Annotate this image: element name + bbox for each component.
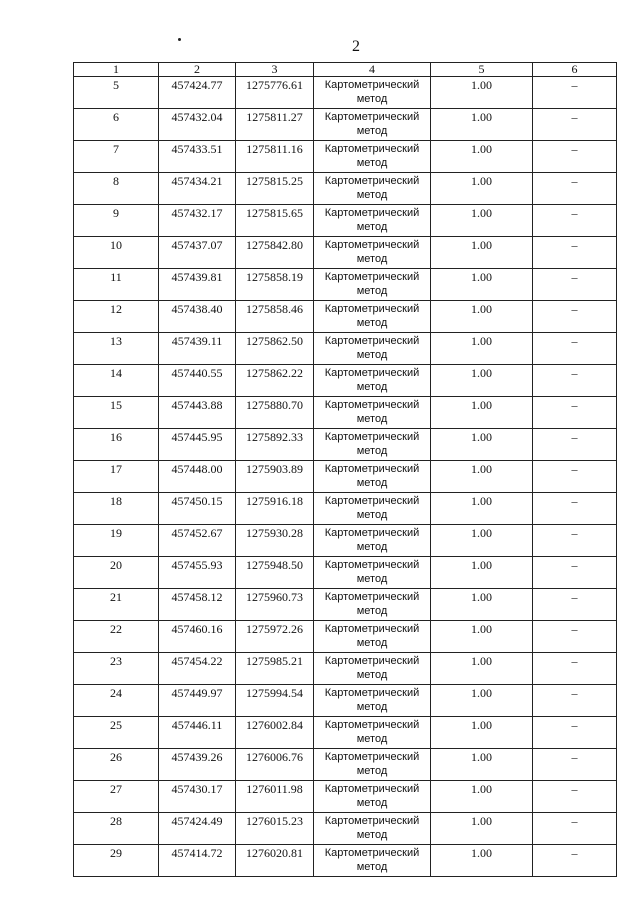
x-coordinate-cell: 457438.40 [159, 301, 236, 333]
x-coordinate-cell: 457452.67 [159, 525, 236, 557]
x-coordinate-cell: 457424.77 [159, 77, 236, 109]
table-row [74, 333, 617, 365]
note-cell: – [533, 141, 617, 173]
header-col-1: 1 [74, 63, 159, 77]
accuracy-cell: 1.00 [431, 525, 533, 557]
accuracy-cell: 1.00 [431, 365, 533, 397]
x-coordinate-cell: 457430.17 [159, 781, 236, 813]
table-row [74, 141, 617, 173]
note-cell: – [533, 109, 617, 141]
note-cell: – [533, 301, 617, 333]
y-coordinate-cell: 1275811.27 [236, 109, 314, 141]
method-cell: Картометрический метод [314, 365, 431, 397]
method-cell: Картометрический метод [314, 205, 431, 237]
accuracy-cell: 1.00 [431, 205, 533, 237]
method-cell: Картометрический метод [314, 141, 431, 173]
y-coordinate-cell: 1275880.70 [236, 397, 314, 429]
y-coordinate-cell: 1275858.19 [236, 269, 314, 301]
point-number-cell: 16 [74, 429, 159, 461]
accuracy-cell: 1.00 [431, 397, 533, 429]
accuracy-cell: 1.00 [431, 141, 533, 173]
accuracy-cell: 1.00 [431, 269, 533, 301]
method-cell: Картометрический метод [314, 653, 431, 685]
table-row [74, 493, 617, 525]
y-coordinate-cell: 1275815.25 [236, 173, 314, 205]
accuracy-cell: 1.00 [431, 749, 533, 781]
y-coordinate-cell: 1276020.81 [236, 845, 314, 877]
page-number: 2 [352, 38, 360, 55]
x-coordinate-cell: 457439.26 [159, 749, 236, 781]
y-coordinate-cell: 1275776.61 [236, 77, 314, 109]
method-cell: Картометрический метод [314, 429, 431, 461]
point-number-cell: 11 [74, 269, 159, 301]
x-coordinate-cell: 457443.88 [159, 397, 236, 429]
note-cell: – [533, 333, 617, 365]
table-row [74, 109, 617, 141]
point-number-cell: 24 [74, 685, 159, 717]
header-col-4: 4 [314, 63, 431, 77]
x-coordinate-cell: 457445.95 [159, 429, 236, 461]
y-coordinate-cell: 1275862.22 [236, 365, 314, 397]
table-row [74, 77, 617, 109]
accuracy-cell: 1.00 [431, 237, 533, 269]
point-number-cell: 29 [74, 845, 159, 877]
point-number-cell: 28 [74, 813, 159, 845]
table-row [74, 653, 617, 685]
y-coordinate-cell: 1275842.80 [236, 237, 314, 269]
x-coordinate-cell: 457450.15 [159, 493, 236, 525]
method-cell: Картометрический метод [314, 269, 431, 301]
header-row [74, 63, 617, 77]
point-number-cell: 22 [74, 621, 159, 653]
point-number-cell: 27 [74, 781, 159, 813]
accuracy-cell: 1.00 [431, 653, 533, 685]
note-cell: – [533, 845, 617, 877]
y-coordinate-cell: 1276015.23 [236, 813, 314, 845]
note-cell: – [533, 621, 617, 653]
point-number-cell: 25 [74, 717, 159, 749]
accuracy-cell: 1.00 [431, 781, 533, 813]
accuracy-cell: 1.00 [431, 109, 533, 141]
x-coordinate-cell: 457460.16 [159, 621, 236, 653]
table-row [74, 269, 617, 301]
point-number-cell: 21 [74, 589, 159, 621]
point-number-cell: 7 [74, 141, 159, 173]
x-coordinate-cell: 457446.11 [159, 717, 236, 749]
accuracy-cell: 1.00 [431, 333, 533, 365]
note-cell: – [533, 173, 617, 205]
method-cell: Картометрический метод [314, 845, 431, 877]
accuracy-cell: 1.00 [431, 813, 533, 845]
method-cell: Картометрический метод [314, 301, 431, 333]
header-col-2: 2 [159, 63, 236, 77]
point-number-cell: 12 [74, 301, 159, 333]
note-cell: – [533, 365, 617, 397]
accuracy-cell: 1.00 [431, 301, 533, 333]
accuracy-cell: 1.00 [431, 461, 533, 493]
header-col-5: 5 [431, 63, 533, 77]
point-number-cell: 15 [74, 397, 159, 429]
y-coordinate-cell: 1275811.16 [236, 141, 314, 173]
note-cell: – [533, 749, 617, 781]
method-cell: Картометрический метод [314, 781, 431, 813]
y-coordinate-cell: 1275916.18 [236, 493, 314, 525]
table-row [74, 525, 617, 557]
point-number-cell: 10 [74, 237, 159, 269]
method-cell: Картометрический метод [314, 397, 431, 429]
table-row [74, 557, 617, 589]
note-cell: – [533, 685, 617, 717]
table-row [74, 589, 617, 621]
x-coordinate-cell: 457414.72 [159, 845, 236, 877]
y-coordinate-cell: 1275903.89 [236, 461, 314, 493]
note-cell: – [533, 557, 617, 589]
note-cell: – [533, 717, 617, 749]
x-coordinate-cell: 457439.81 [159, 269, 236, 301]
table-row [74, 621, 617, 653]
accuracy-cell: 1.00 [431, 845, 533, 877]
y-coordinate-cell: 1275985.21 [236, 653, 314, 685]
note-cell: – [533, 781, 617, 813]
table-row [74, 781, 617, 813]
method-cell: Картометрический метод [314, 493, 431, 525]
method-cell: Картометрический метод [314, 77, 431, 109]
x-coordinate-cell: 457432.04 [159, 109, 236, 141]
method-cell: Картометрический метод [314, 685, 431, 717]
note-cell: – [533, 205, 617, 237]
table-body [74, 77, 617, 877]
table-row [74, 301, 617, 333]
note-cell: – [533, 429, 617, 461]
x-coordinate-cell: 457454.22 [159, 653, 236, 685]
point-number-cell: 20 [74, 557, 159, 589]
table-row [74, 205, 617, 237]
y-coordinate-cell: 1276011.98 [236, 781, 314, 813]
accuracy-cell: 1.00 [431, 173, 533, 205]
point-number-cell: 13 [74, 333, 159, 365]
method-cell: Картометрический метод [314, 557, 431, 589]
table-row [74, 461, 617, 493]
point-number-cell: 9 [74, 205, 159, 237]
accuracy-cell: 1.00 [431, 621, 533, 653]
accuracy-cell: 1.00 [431, 717, 533, 749]
y-coordinate-cell: 1275994.54 [236, 685, 314, 717]
x-coordinate-cell: 457424.49 [159, 813, 236, 845]
y-coordinate-cell: 1275892.33 [236, 429, 314, 461]
table-row [74, 365, 617, 397]
method-cell: Картометрический метод [314, 237, 431, 269]
note-cell: – [533, 237, 617, 269]
x-coordinate-cell: 457448.00 [159, 461, 236, 493]
accuracy-cell: 1.00 [431, 685, 533, 717]
note-cell: – [533, 525, 617, 557]
table-header [74, 63, 617, 77]
method-cell: Картометрический метод [314, 813, 431, 845]
method-cell: Картометрический метод [314, 621, 431, 653]
table-row [74, 685, 617, 717]
point-number-cell: 6 [74, 109, 159, 141]
method-cell: Картометрический метод [314, 461, 431, 493]
accuracy-cell: 1.00 [431, 429, 533, 461]
table-row [74, 397, 617, 429]
method-cell: Картометрический метод [314, 749, 431, 781]
note-cell: – [533, 461, 617, 493]
method-cell: Картометрический метод [314, 109, 431, 141]
table-row [74, 429, 617, 461]
table-row [74, 173, 617, 205]
x-coordinate-cell: 457437.07 [159, 237, 236, 269]
x-coordinate-cell: 457449.97 [159, 685, 236, 717]
header-col-3: 3 [236, 63, 314, 77]
method-cell: Картометрический метод [314, 525, 431, 557]
note-cell: – [533, 77, 617, 109]
y-coordinate-cell: 1275815.65 [236, 205, 314, 237]
point-number-cell: 18 [74, 493, 159, 525]
table-row [74, 845, 617, 877]
x-coordinate-cell: 457458.12 [159, 589, 236, 621]
note-cell: – [533, 589, 617, 621]
table-row [74, 237, 617, 269]
y-coordinate-cell: 1275948.50 [236, 557, 314, 589]
point-number-cell: 8 [74, 173, 159, 205]
point-number-cell: 14 [74, 365, 159, 397]
y-coordinate-cell: 1275960.73 [236, 589, 314, 621]
note-cell: – [533, 813, 617, 845]
x-coordinate-cell: 457434.21 [159, 173, 236, 205]
table-row [74, 813, 617, 845]
point-number-cell: 26 [74, 749, 159, 781]
point-number-cell: 17 [74, 461, 159, 493]
note-cell: – [533, 493, 617, 525]
x-coordinate-cell: 457432.17 [159, 205, 236, 237]
accuracy-cell: 1.00 [431, 589, 533, 621]
x-coordinate-cell: 457455.93 [159, 557, 236, 589]
accuracy-cell: 1.00 [431, 557, 533, 589]
note-cell: – [533, 397, 617, 429]
x-coordinate-cell: 457439.11 [159, 333, 236, 365]
method-cell: Картометрический метод [314, 173, 431, 205]
table-row [74, 717, 617, 749]
x-coordinate-cell: 457433.51 [159, 141, 236, 173]
y-coordinate-cell: 1275862.50 [236, 333, 314, 365]
method-cell: Картометрический метод [314, 589, 431, 621]
method-cell: Картометрический метод [314, 717, 431, 749]
coordinates-table [73, 62, 617, 877]
point-number-cell: 19 [74, 525, 159, 557]
note-cell: – [533, 269, 617, 301]
y-coordinate-cell: 1275930.28 [236, 525, 314, 557]
table-row [74, 749, 617, 781]
y-coordinate-cell: 1275972.26 [236, 621, 314, 653]
point-number-cell: 5 [74, 77, 159, 109]
method-cell: Картометрический метод [314, 333, 431, 365]
header-col-6: 6 [533, 63, 617, 77]
y-coordinate-cell: 1276006.76 [236, 749, 314, 781]
point-number-cell: 23 [74, 653, 159, 685]
x-coordinate-cell: 457440.55 [159, 365, 236, 397]
accuracy-cell: 1.00 [431, 493, 533, 525]
accuracy-cell: 1.00 [431, 77, 533, 109]
y-coordinate-cell: 1275858.46 [236, 301, 314, 333]
note-cell: – [533, 653, 617, 685]
y-coordinate-cell: 1276002.84 [236, 717, 314, 749]
